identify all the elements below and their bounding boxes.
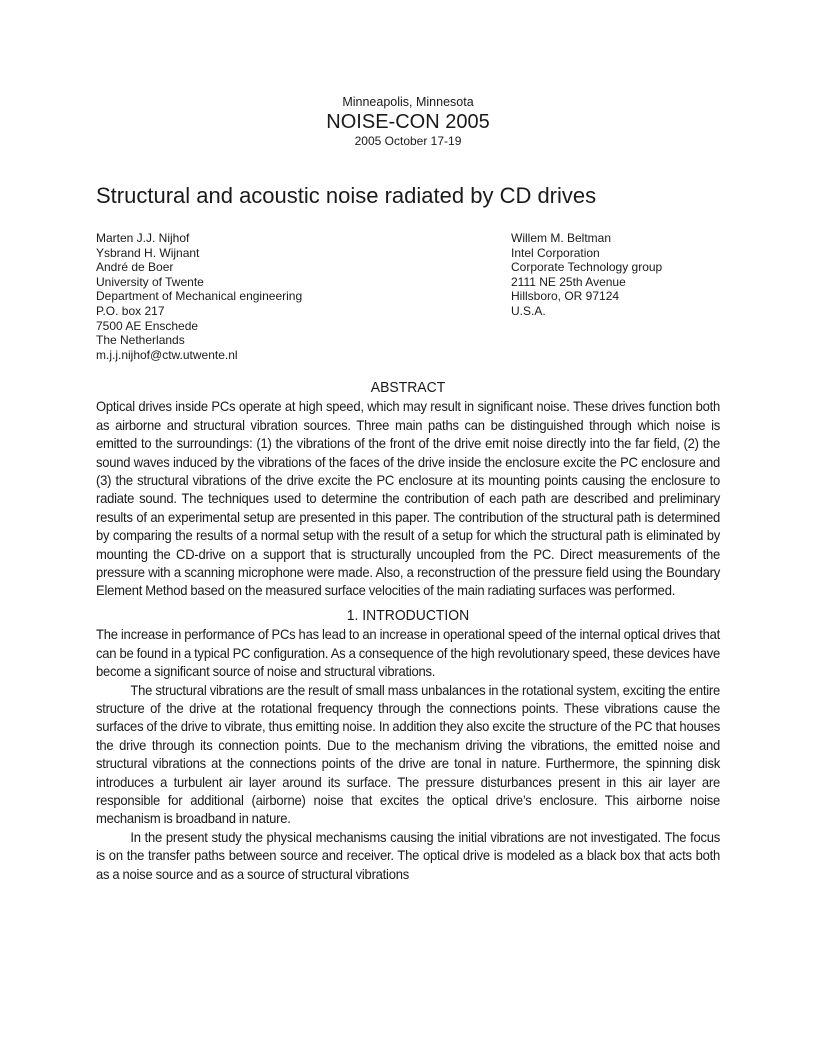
author-block-left [96,231,426,362]
author-block-right [511,231,720,319]
conference-location: Minneapolis, Minnesota [342,95,474,109]
address-line: The Netherlands [96,333,185,348]
introduction-paragraph: The increase in performance of PCs has lead to an increase in operational speed of the internal optical drives that can be found in a typical PC configuration. As a consequence of the high revolutionary speed, these devices have become a significant source of noise and structural vibrations. [96,626,721,680]
address-line: 7500 AE Enschede [96,318,199,333]
address-line: 2111 NE 25th Avenue [511,274,626,289]
section-gap [96,600,720,607]
affiliation-line: Intel Corporation [511,245,600,260]
author-name: Ysbrand H. Wijnant [96,245,200,260]
author-name: André de Boer [96,260,174,275]
conference-dates: 2005 October 17-19 [354,134,462,148]
body-text [96,379,721,883]
author-name: Marten J.J. Nijhof [96,231,190,245]
address-line: P.O. box 217 [96,303,165,318]
conference-header [96,95,720,148]
paper-title: Structural and acoustic noise radiated by CD drives [96,183,597,208]
affiliation-line: Corporate Technology group [511,260,663,275]
introduction-paragraph: The structural vibrations are the result of small mass unbalances in the rotational system, exciting the entire structure of the drive at the rotational frequency through the connections points. These vibrations cause the surfaces of the drive to vibrate, thus emitting noise. In addition they also excite the structure of the PC that houses the drive through its connection points. Due to the mechanism driving the vibrations, the emitted noise and structural vibrations at the connections points of the drive are tonal in nature. Furthermore, the spinning disk introduces a turbulent air layer around its surface. The pressure disturbances present in this air layer are responsible for additional (airborne) noise that excites the optical drive’s enclosure. This airborne noise mechanism is broadband in nature. [96,681,721,827]
address-line: Hillsboro, OR 97124 [511,289,620,304]
introduction-heading: 1. INTRODUCTION [346,606,470,624]
abstract-heading: ABSTRACT [370,379,446,396]
conference-name: NOISE-CON 2005 [326,111,490,133]
author-name: Willem M. Beltman [511,231,612,245]
author-email: m.j.j.nijhof@ctw.utwente.nl [96,347,238,362]
affiliation-line: University of Twente [96,274,204,289]
abstract-text: Optical drives inside PCs operate at high speed, which may result in significant noise. These drives function both as airborne and structural vibration sources. Three main paths can be distinguished through which noise is emitted to the surroundings: (1) the vibrations of the front of the drive emit noise directly into the far field, (2) the sound waves induced by the vibrations of the faces of the drive inside the enclosure excite the PC enclosure and (3) the structural vibrations of the drive excite the PC enclosure at its mounting points causing the enclosure to radiate sound. The techniques used to determine the contribution of each path are described and preliminary results of an experimental setup are presented in this paper. The contribution of the structural path is determined by comparing the results of a normal setup with the result of a setup for which the structural path is eliminated by mounting the CD-drive on a support that is structurally uncoupled from the PC. Direct measurements of the pressure with a scanning microphone were made. Also, a reconstruction of the pressure field using the Boundary Element Method based on the measured surface velocities of the main radiating surfaces was performed. [96,398,721,599]
affiliation-line: Department of Mechanical engineering [96,289,303,304]
address-line: U.S.A. [511,303,546,318]
introduction-paragraph: In the present study the physical mechanisms causing the initial vibrations are not investigated. The focus is on the transfer paths between source and receiver. The optical drive is modeled as a black box that acts both as a noise source and as a source of structural vibrations [96,828,721,882]
